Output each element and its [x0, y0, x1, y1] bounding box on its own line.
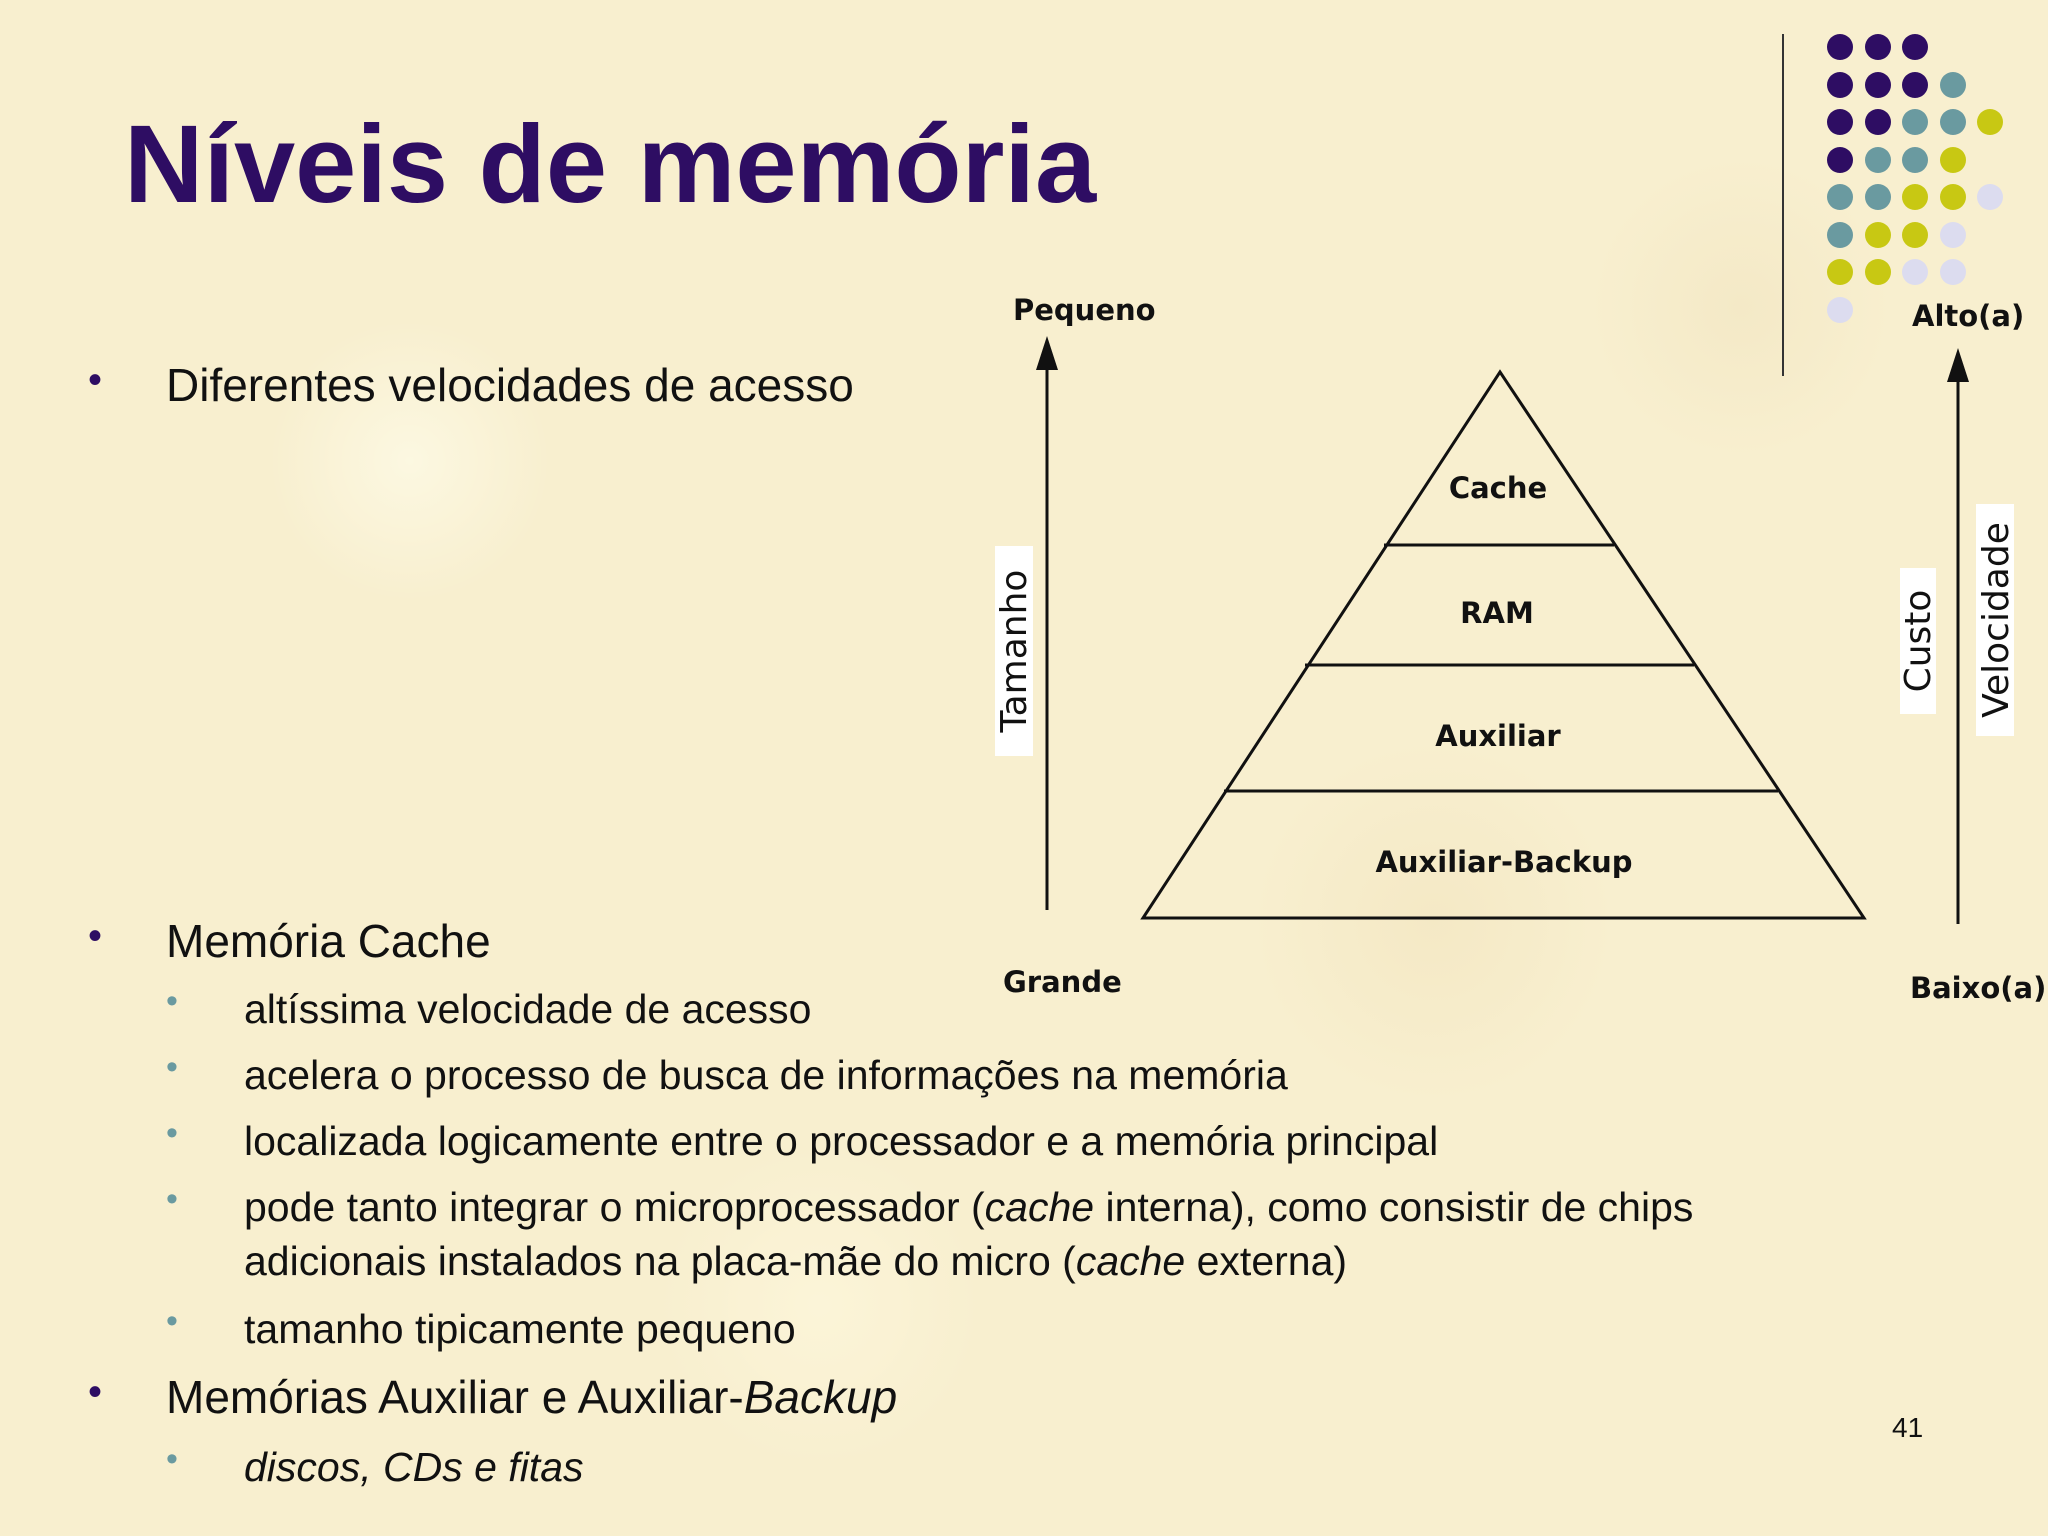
- bullet-marker: •: [88, 358, 103, 402]
- bullet-marker: •: [88, 914, 103, 958]
- bullet-marker: •: [88, 1370, 103, 1414]
- sub-bullet-text: acelera o processo de busca de informações na memória: [244, 1052, 1288, 1098]
- size-axis-top-label: Pequeno: [1013, 293, 1156, 327]
- sub-bullet-text: altíssima velocidade de acesso: [244, 986, 812, 1032]
- cost-axis-title: Custo: [1898, 589, 1939, 693]
- sub-bullet-text: tamanho tipicamente pequeno: [244, 1306, 796, 1352]
- cost-speed-axis-bottom-label: Baixo(a): [1910, 971, 2047, 1005]
- speed-axis-title: Velocidade: [1976, 522, 2017, 718]
- size-axis-arrowhead: [1036, 336, 1058, 370]
- cost-speed-axis-arrowhead: [1947, 348, 1969, 382]
- bullet-text: Memória Cache: [166, 915, 491, 967]
- bullet-text: Diferentes velocidades de acesso: [166, 359, 854, 411]
- sub-bullet-text: discos, CDs e fitas: [244, 1444, 584, 1490]
- pyramid-level-auxiliar-backup: Auxiliar-Backup: [1375, 845, 1633, 879]
- pyramid-outline: [1143, 372, 1864, 918]
- size-axis-bottom-label: Grande: [1003, 965, 1122, 999]
- sub-bullet-marker: •: [166, 1440, 178, 1478]
- sub-bullet-text: pode tanto integrar o microprocessador (cache interna), como consistir de chips adicionais instalados na placa-mãe do micro (cache externa): [244, 1184, 1694, 1284]
- sub-bullet-marker: •: [166, 1180, 178, 1218]
- sub-bullet-marker: •: [166, 1302, 178, 1340]
- sub-bullet-marker: •: [166, 982, 178, 1020]
- pyramid-level-cache: Cache: [1448, 471, 1548, 505]
- size-axis-title: Tamanho: [994, 569, 1035, 733]
- pyramid-level-auxiliar: Auxiliar: [1435, 719, 1561, 753]
- slide-title: Níveis de memória: [124, 103, 1097, 226]
- pyramid-level-ram: RAM: [1460, 596, 1534, 630]
- sub-bullet-marker: •: [166, 1114, 178, 1152]
- cost-speed-axis-top-label: Alto(a): [1912, 299, 2025, 333]
- sub-bullet-marker: •: [166, 1048, 178, 1086]
- sub-bullet-text: localizada logicamente entre o processador e a memória principal: [244, 1118, 1439, 1164]
- bullet-text: Memórias Auxiliar e Auxiliar-Backup: [166, 1371, 898, 1423]
- page-number: 41: [1892, 1412, 1924, 1443]
